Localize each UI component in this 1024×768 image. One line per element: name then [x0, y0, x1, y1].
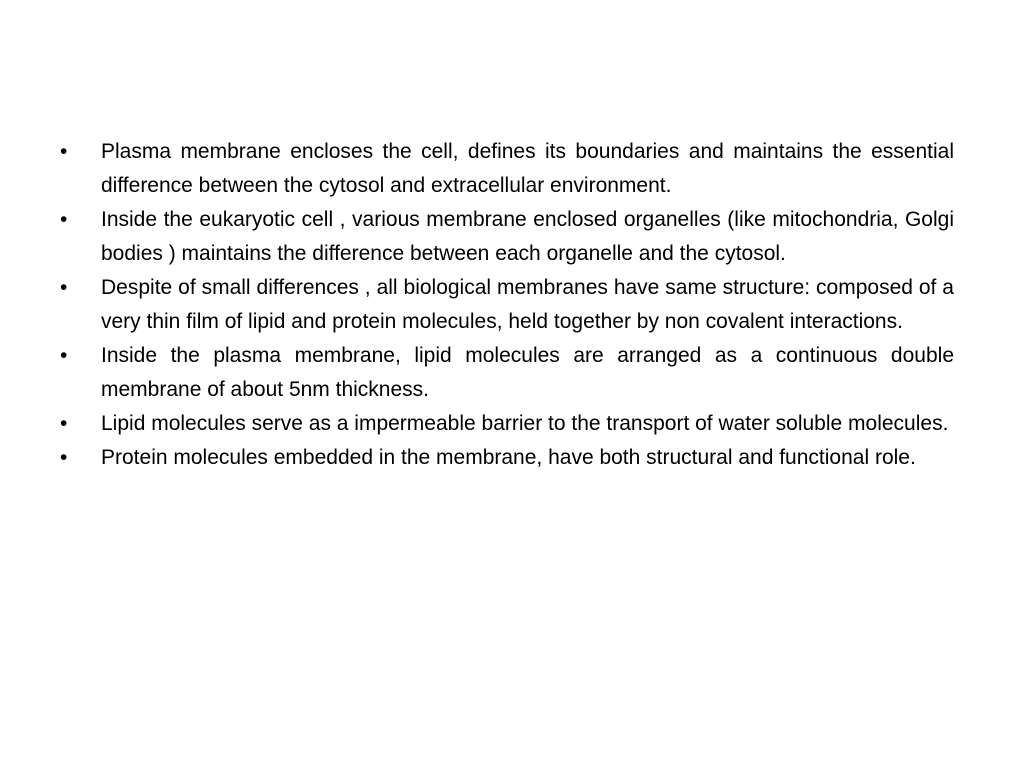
bullet-icon: • — [60, 208, 68, 231]
bullet-item — [60, 271, 954, 339]
bullet-item — [60, 441, 954, 475]
bullet-icon: • — [60, 140, 68, 163]
bullet-item — [60, 407, 954, 441]
bullet-text: Inside the plasma membrane, lipid molecules are arranged as a continuous double membrane of about 5nm thickness. — [101, 344, 954, 401]
bullet-text: Protein molecules embedded in the membrane, have both structural and functional role. — [101, 446, 916, 469]
bullet-icon: • — [60, 446, 68, 469]
bullet-list — [60, 135, 954, 475]
bullet-icon: • — [60, 412, 68, 435]
bullet-icon: • — [60, 344, 68, 367]
bullet-item — [60, 135, 954, 203]
bullet-text: Lipid molecules serve as a impermeable barrier to the transport of water soluble molecules. — [101, 412, 949, 435]
bullet-item — [60, 203, 954, 271]
bullet-icon: • — [60, 276, 68, 299]
bullet-text: Plasma membrane encloses the cell, defines its boundaries and maintains the essential difference between the cytosol and extracellular environment. — [101, 140, 954, 197]
bullet-item — [60, 339, 954, 407]
bullet-text: Despite of small differences , all biological membranes have same structure: composed of a very thin film of lipid and protein molecules, held together by non covalent interactions. — [101, 276, 954, 333]
bullet-text: Inside the eukaryotic cell , various membrane enclosed organelles (like mitochondria, Golgi bodies ) maintains the difference between each organelle and the cytosol. — [101, 208, 954, 265]
